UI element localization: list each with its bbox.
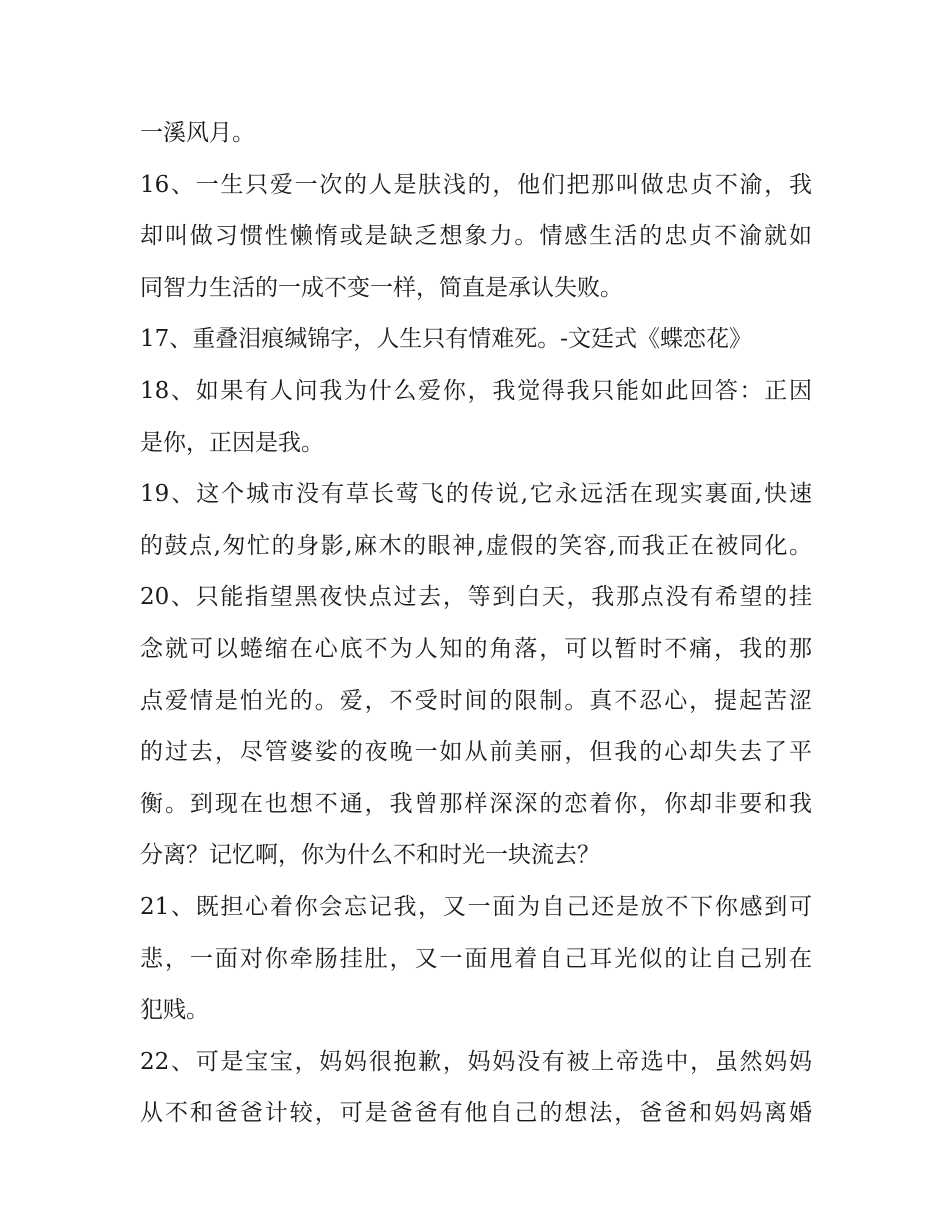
text-line: 念就可以蜷缩在心底不为人知的角落，可以暂时不痛，我的那	[140, 635, 812, 662]
text-line: 一溪风月。	[140, 120, 255, 146]
text-line: 21、既担心着你会忘记我，又一面为自己还是放不下你感到可	[140, 893, 812, 920]
text-line: 衡。到现在也想不通，我曾那样深深的恋着你，你却非要和我	[140, 790, 812, 817]
text-line: 点爱情是怕光的。爱，不受时间的限制。真不忍心，提起苦涩	[140, 687, 812, 714]
text-line: 的过去，尽管婆娑的夜晚一如从前美丽，但我的心却失去了平	[140, 739, 812, 766]
text-line: 分离？记忆啊，你为什么不和时光一块流去？	[140, 842, 600, 869]
text-line: 17、重叠泪痕缄锦字，人生只有情难死。-文廷式《蝶恋花》	[140, 326, 753, 353]
text-line: 18、如果有人问我为什么爱你，我觉得我只能如此回答：正因	[140, 377, 812, 404]
text-line: 从不和爸爸计较，可是爸爸有他自己的想法，爸爸和妈妈离婚	[140, 1100, 812, 1127]
text-line: 22、可是宝宝，妈妈很抱歉，妈妈没有被上帝选中，虽然妈妈	[140, 1048, 812, 1075]
text-line: 犯贱。	[140, 997, 209, 1024]
text-line: 却叫做习惯性懒惰或是缺乏想象力。情感生活的忠贞不渝就如	[140, 223, 812, 250]
text-line: 的鼓点,匆忙的身影,麻木的眼神,虚假的笑容,而我正在被同化。	[140, 532, 812, 559]
text-line: 同智力生活的一成不变一样，简直是承认失败。	[140, 274, 623, 301]
text-line: 是你，正因是我。	[140, 429, 324, 456]
text-line: 16、一生只爱一次的人是肤浅的，他们把那叫做忠贞不渝，我	[140, 171, 812, 198]
text-line: 悲，一面对你牵肠挂肚，又一面甩着自己耳光似的让自己别在	[140, 945, 812, 972]
document-body	[140, 108, 812, 1140]
text-line: 20、只能指望黑夜快点过去，等到白天，我那点没有希望的挂	[140, 584, 812, 611]
text-line: 19、这个城市没有草长莺飞的传说,它永远活在现实裏面,快速	[140, 481, 812, 508]
